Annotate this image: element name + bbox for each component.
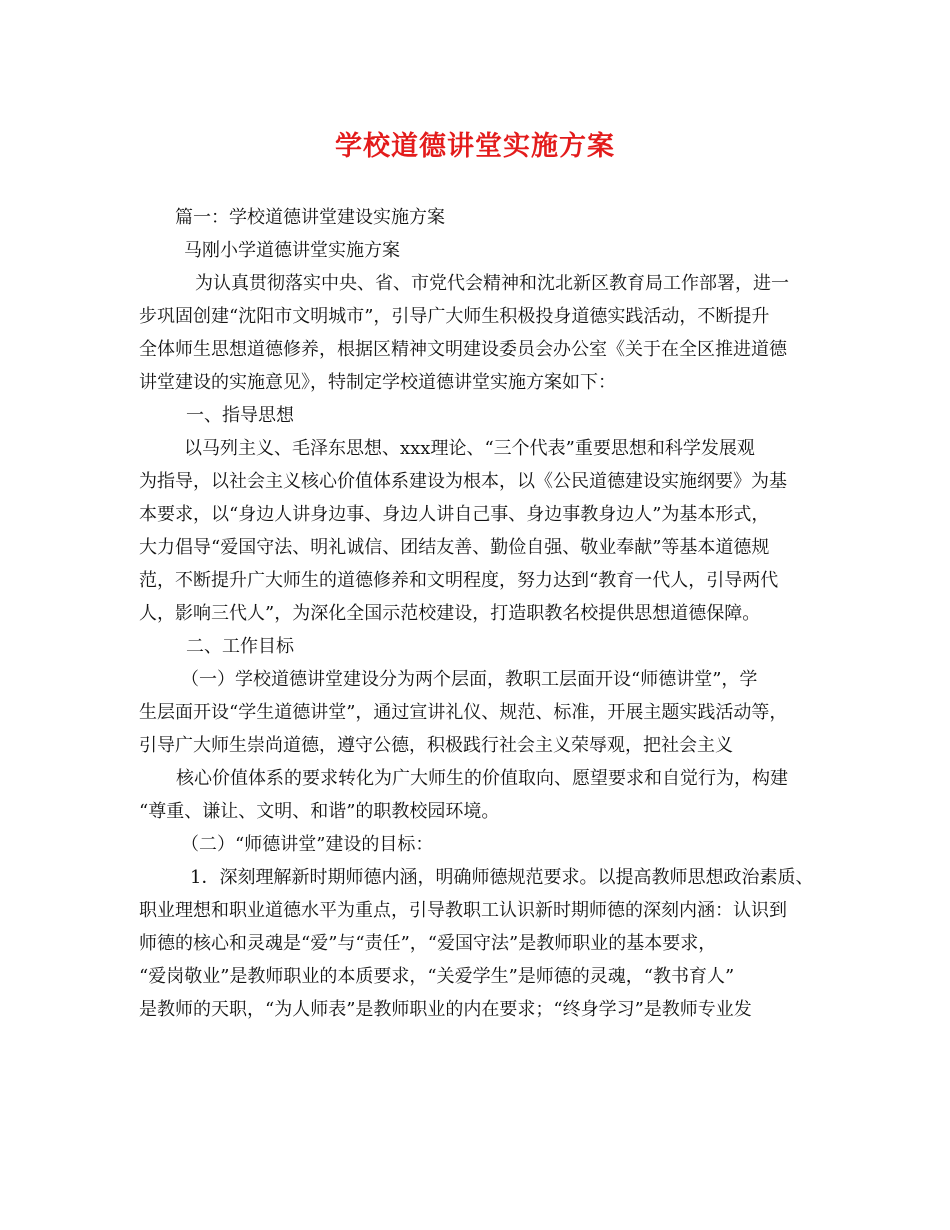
text-line: 篇一：学校道德讲堂建设实施方案 <box>175 207 445 228</box>
text-line: 师德的核心和灵魂是“爱”与“责任”，“爱国守法”是教师职业的基本要求， <box>139 933 717 954</box>
text-line: 职业理想和职业道德水平为重点，引导教职工认识新时期师德的深刻内涵：认识到 <box>139 900 787 921</box>
text-line: 是教师的天职，“为人师表”是教师职业的内在要求；“终身学习”是教师专业发 <box>139 999 752 1020</box>
text-line: 以马列主义、毛泽东思想、xxx理论、“三个代表”重要思想和科学发展观 <box>184 438 755 459</box>
text-line: 步巩固创建“沈阳市文明城市”，引导广大师生积极投身道德实践活动，不断提升 <box>139 306 770 327</box>
text-line: 核心价值体系的要求转化为广大师生的价值取向、愿望要求和自觉行为，构建 <box>176 768 788 789</box>
text-line: 为指导，以社会主义核心价值体系建设为根本，以《公民道德建设实施纲要》为基 <box>139 471 787 492</box>
text-line: 引导广大师生崇尚道德，遵守公德，积极践行社会主义荣辱观，把社会主义 <box>139 735 733 756</box>
text-line: 马刚小学道德讲堂实施方案 <box>184 240 400 261</box>
text-line: 范，不断提升广大师生的道德修养和文明程度，努力达到“教育一代人，引导两代 <box>139 570 779 591</box>
text-line: 全体师生思想道德修养，根据区精神文明建设委员会办公室《关于在全区推进道德 <box>139 339 787 360</box>
text-line: 1．深刻理解新时期师德内涵，明确师德规范要求。以提高教师思想政治素质、 <box>190 867 814 888</box>
text-line: 为认真贯彻落实中央、省、市党代会精神和沈北新区教育局工作部署，进一 <box>195 273 789 294</box>
section-heading: 一、指导思想 <box>186 405 294 426</box>
text-line: “爱岗敬业”是教师职业的本质要求，“关爱学生”是师德的灵魂，“教书育人” <box>139 966 735 987</box>
text-line: 人，影响三代人”，为深化全国示范校建设，打造职教名校提供思想道德保障。 <box>139 603 761 624</box>
text-line: “尊重、谦让、文明、和谐”的职教校园环境。 <box>139 801 500 822</box>
text-line: 大力倡导“爱国守法、明礼诚信、团结友善、勤俭自强、敬业奉献”等基本道德规 <box>139 537 770 558</box>
document-title: 学校道德讲堂实施方案 <box>335 131 615 162</box>
text-line: 讲堂建设的实施意见》，特制定学校道德讲堂实施方案如下： <box>139 372 616 393</box>
text-line: 本要求，以“身边人讲身边事、身边人讲自己事、身边事教身边人”为基本形式， <box>139 504 770 525</box>
text-line: 生层面开设“学生道德讲堂”，通过宣讲礼仪、规范、标准，开展主题实践活动等， <box>139 702 788 723</box>
section-heading: 二、工作目标 <box>186 636 294 657</box>
text-line: （一）学校道德讲堂建设分为两个层面，教职工层面开设“师德讲堂”，学 <box>181 669 758 690</box>
subsection-heading: （二）“师德讲堂”建设的目标： <box>181 834 434 855</box>
